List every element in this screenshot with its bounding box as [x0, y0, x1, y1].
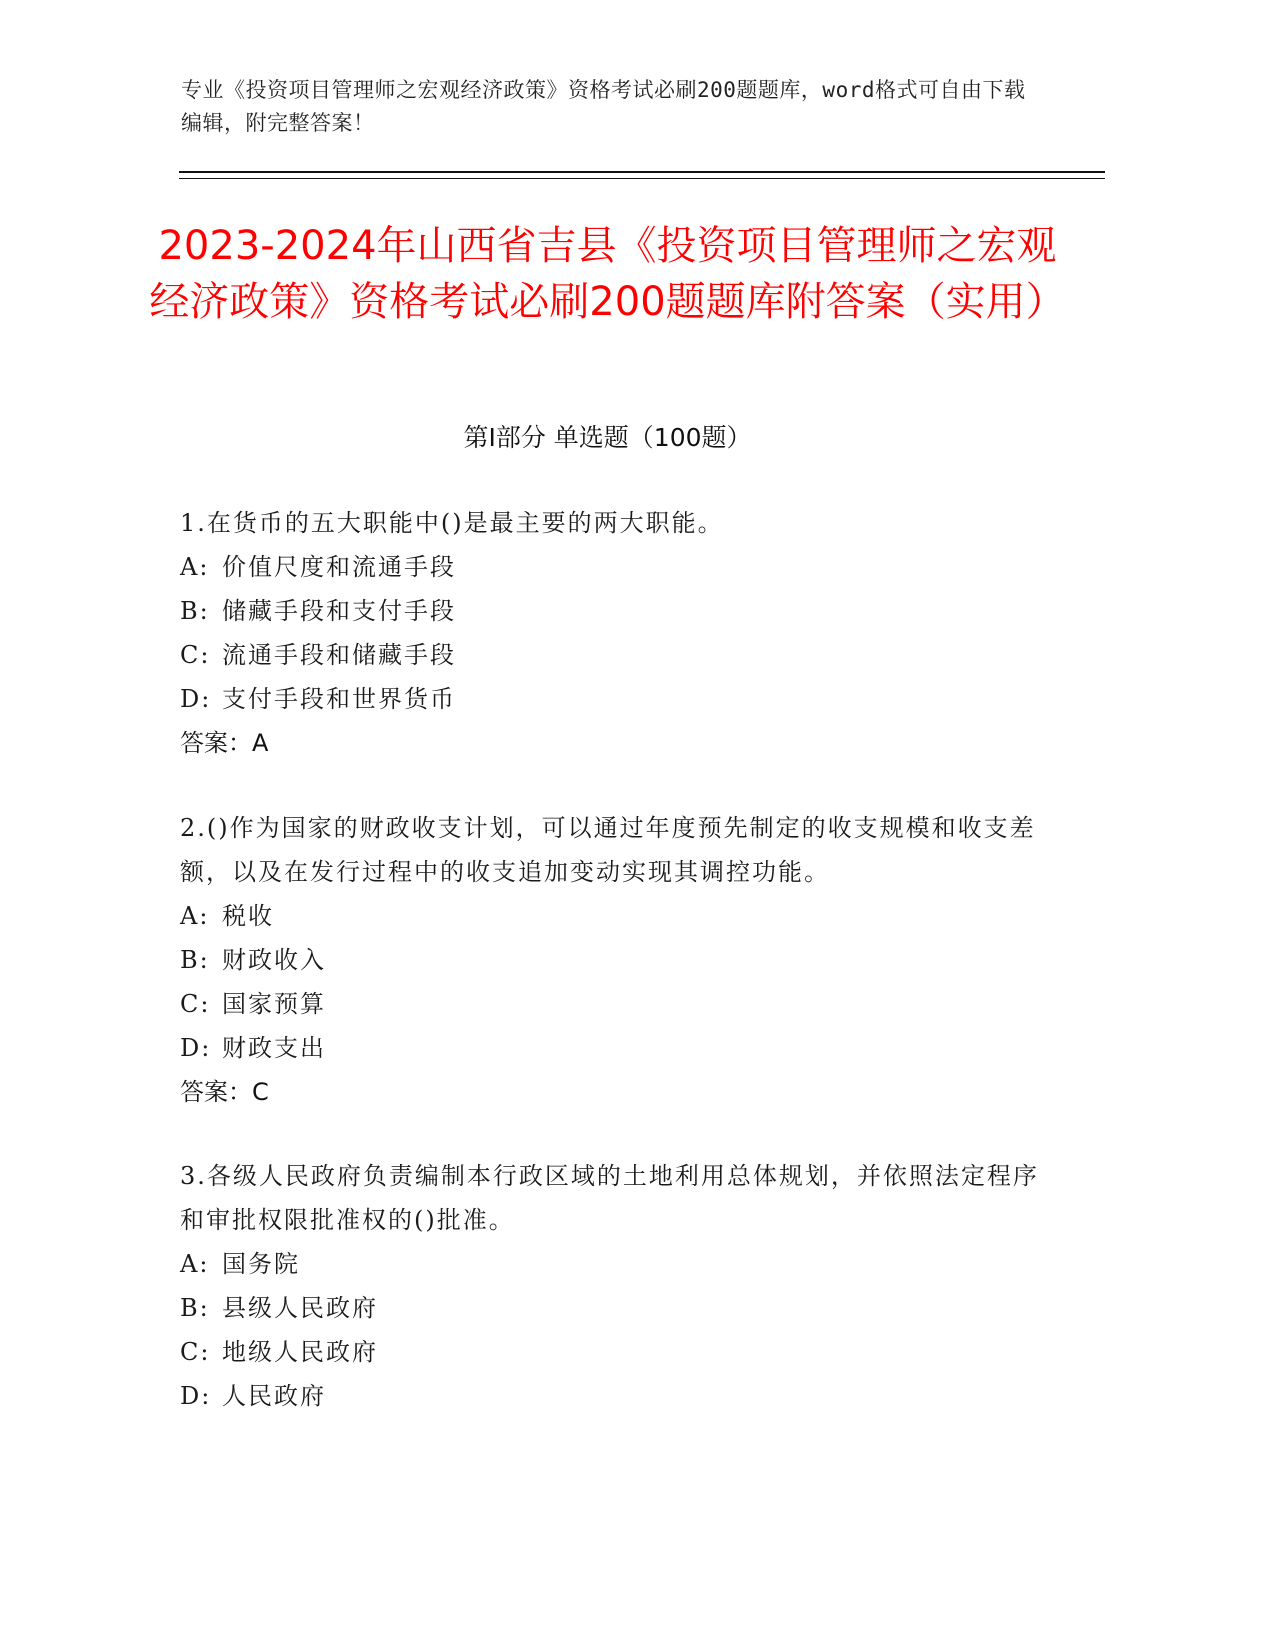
option-d: [180, 1374, 1060, 1418]
option-text: 储藏手段和支付手段: [222, 597, 456, 625]
option-b: [180, 938, 1060, 982]
answer-line: 答案：A: [180, 729, 269, 757]
option-key: C:: [180, 990, 211, 1018]
option-key: B:: [180, 946, 210, 974]
option-c: [180, 1330, 1060, 1374]
option-a: [180, 1242, 1060, 1286]
question-1: [180, 501, 1060, 765]
option-key: D:: [180, 1034, 212, 1062]
option-key: A:: [180, 1250, 210, 1278]
option-text: 流通手段和储藏手段: [222, 641, 456, 669]
option-key: A:: [180, 902, 210, 930]
option-b: [180, 589, 1060, 633]
question-stem: 1.在货币的五大职能中()是最主要的两大职能。: [180, 509, 724, 537]
option-text: 财政收入: [222, 946, 326, 974]
option-key: C:: [180, 641, 211, 669]
option-key: D:: [180, 1382, 212, 1410]
option-c: [180, 633, 1060, 677]
option-text: 支付手段和世界货币: [222, 685, 456, 713]
option-text: 财政支出: [222, 1034, 326, 1062]
question-2: [180, 806, 1060, 1114]
option-key: C:: [180, 1338, 211, 1366]
option-key: A:: [180, 553, 210, 581]
section-heading: 第I部分 单选题（100题）: [463, 423, 752, 452]
option-text: 价值尺度和流通手段: [222, 553, 456, 581]
option-text: 地级人民政府: [222, 1338, 378, 1366]
option-b: [180, 1286, 1060, 1330]
header-divider-thin: [179, 178, 1105, 179]
question-stem: 3.各级人民政府负责编制本行政区域的土地利用总体规划，并依照法定程序和审批权限批准权的()批准。: [180, 1162, 1039, 1234]
document-title: 2023-2024年山西省吉县《投资项目管理师之宏观经济政策》资格考试必刷200题题库附答案（实用）: [149, 223, 1066, 325]
option-text: 人民政府: [222, 1382, 326, 1410]
question-3: [180, 1154, 1060, 1418]
option-key: D:: [180, 685, 212, 713]
option-text: 税收: [222, 902, 274, 930]
option-a: [180, 894, 1060, 938]
option-key: B:: [180, 597, 210, 625]
answer-line: 答案：C: [180, 1078, 269, 1106]
option-text: 国家预算: [222, 990, 326, 1018]
option-text: 国务院: [222, 1250, 300, 1278]
option-d: [180, 677, 1060, 721]
header-divider-thick: [179, 171, 1105, 173]
option-d: [180, 1026, 1060, 1070]
option-c: [180, 982, 1060, 1026]
option-a: [180, 545, 1060, 589]
header-note: 专业《投资项目管理师之宏观经济政策》资格考试必刷200题题库，word格式可自由下载编辑，附完整答案！: [181, 78, 1026, 135]
option-key: B:: [180, 1294, 210, 1322]
question-stem: 2.()作为国家的财政收支计划，可以通过年度预先制定的收支规模和收支差额，以及在发行过程中的收支追加变动实现其调控功能。: [180, 814, 1036, 886]
option-text: 县级人民政府: [222, 1294, 378, 1322]
